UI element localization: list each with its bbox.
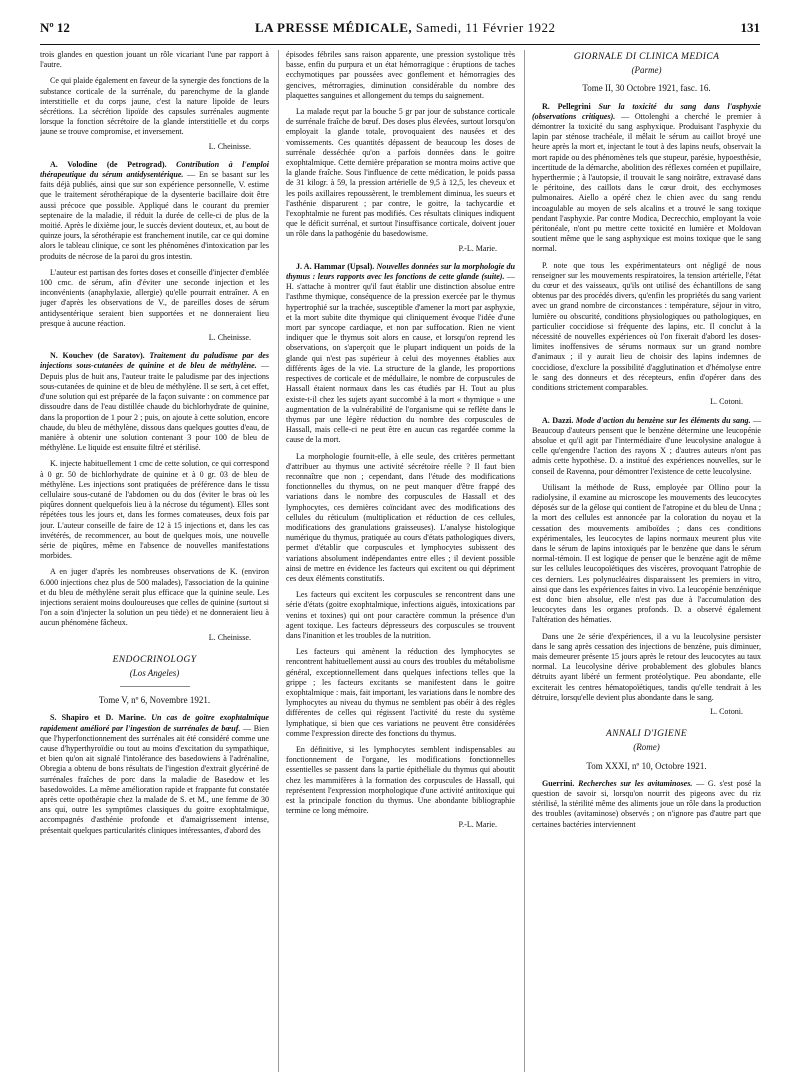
abstract-title: Contribution à l'emploi thérapeutique du sérum antidysentérique. <box>40 159 269 180</box>
journal-volume: Tome V, nº 6, Novembre 1921. <box>98 695 211 706</box>
abstract-text: — Depuis plus de huit ans, l'auteur traite le paludisme par des injections sous-cutanées de quinine et de bleu de méthylène. Il se sert, à cet effet, d'une solution qui est préparée de la façon suivante : on commence par dissoudre dans de l'eau distillée chaude du bichlorhydrate de quinine, dans la proportion de 1 pour 2 ; puis, on ajoute à cette solution, encore chaude, du bleu de méthylène, dissous dans quelques gouttes d'eau, de manière à obtenir une solution contenant 3 pour 100 de bleu de méthylène. Le liquide est ensuite filtré et stérilisé. <box>40 361 269 453</box>
signature: P.-L. Marie. <box>458 243 497 253</box>
page-number: 131 <box>740 20 760 35</box>
paragraph: La malade reçut par la bouche 5 gr par jour de substance corticale de surrénale fraîche de bœuf. Des doses plus élevées, surtout lorsqu'on employait la glande totale, provoquaient des nausées et des vomissements. Ces quantités dépassent de beaucoup les doses de surrénale desséchée qu'on a parfois données dans le goitre exophtalmique. Cette dernière préparation se montra moins active que la glande fraîche. Sous l'influence de cette médication, le poids passa de 31 kilogr. à 59, la pression artérielle de 9,5 à 12,5, les cheveux et les poils axillaires repoussèrent, le tremblement diminua, les sueurs et l'asthénie disparurent ; par contre, le goitre, la tachycardie et l'exophtalmie ne furent pas modifiés. Ces résultats cliniques indiquent que le déficit surrénal, et surtout l'insuffisance corticale, doivent jouer un rôle dans la pathogénie du basedowisme. <box>286 107 515 239</box>
paragraph: L'auteur est partisan des fortes doses et conseille d'injecter d'emblée 100 cmc. de sérum, afin d'éviter une seconde injection et les inconvénients (anaphylaxie, allergie) qu'elle pourrait entraîner. A en juger d'après les observations de V., de pareilles doses de sérum antidysentérique seraient bien supportées et ne donneraient lieu presque à aucune réaction. <box>40 267 269 328</box>
journal-heading: GIORNALE DI CLINICA MEDICA <box>573 52 720 62</box>
abstract-text: — Bien que l'hyperfonctionnement des surrénales ait été considéré comme une cause d'hyperthyroïdie ou tout au moins d'excitation du sympathique, et bien qu'on ait signalé l'intolérance des basedowiens à l'adrénaline, Obregia a obtenu de bons résultats de l'ingestion d'extrait glycériné de surrénales fraîches de porc dans la maladie de Basedow et les basedowoïdes. La même amélioration rapide et frappante fut constatée après cette opothérapie chez la malade de S. et M., une femme de 30 ans qui, outre les symptômes classiques du goitre exophtalmique, accompagnés d'asthénie profonde et d'amaigrissement intense, présentait quelques particularités cliniques intéressantes, d'abord des <box>40 723 269 835</box>
abstract-author: N. Kouchev (de Saratov). <box>50 351 145 361</box>
abstract-text: — Beaucoup d'auteurs pensent que le benzène détermine une leucopénie absolue et qu'il agit par l'intermédiaire d'une leucolysine analogue à celle qu'engendre l'action des rayons X ; d'autres auteurs n'ont pas admis cette hypothèse. D. a institué des expériences nouvelles, sur le conseil de Ravenna, pour démontrer l'existence de cette leucolysine. <box>532 415 761 476</box>
abstract-title: Recherches sur les avitaminoses. <box>578 778 693 788</box>
journal-place: (Los Angeles) <box>129 667 180 678</box>
column-divider <box>278 50 279 1072</box>
paragraph: Ce qui plaide également en faveur de la synergie des fonctions de la substance corticale de la surrénale, du parenchyme de la glande interstitielle et du corps jaune, c'est la nature lipoïde de leurs sécrétions. La sécrétion lipoïde des capsules surrénales augmente lorsque la fonction sécrétoire de la glande interstitielle et du corps jaune se trouve compromise, et inversement. <box>40 76 269 137</box>
abstract-title: Mode d'action du benzène sur les éléments du sang. <box>575 415 751 425</box>
signature: P.-L. Marie. <box>458 820 497 830</box>
abstract-intro <box>532 102 761 255</box>
abstract-author: A. Volodine (de Petrograd). <box>50 159 167 169</box>
signature: L. Cheinisse. <box>208 141 251 151</box>
abstract-title: Nouvelles données sur la morphologie du thymus : leurs rapports avec les fonctions de cette glande (suite). <box>286 261 515 282</box>
column-1 <box>40 50 269 1072</box>
journal-place: (Parme) <box>631 65 662 76</box>
column-3 <box>532 50 761 1072</box>
signature: L. Cheinisse. <box>208 333 251 343</box>
paragraph: Les facteurs qui amènent la réduction des lymphocytes se rencontrent habituellement aussi au cours des troubles du métabolisme général, exceptionnellement dans quelques infections telles que la grippe ; les facteurs excitants se manifestent dans le goitre exophtalmique : mais, fait important, les variations dans le nombre des lymphocytes au niveau du thymus ne semblent pas obéir à des règles différentes de celles qui régissent l'activité du reste du système lymphatique, si bien que ces variations ne peuvent être considérées comme l'expression directe des fonctions du thymus. <box>286 647 515 738</box>
paragraph: trois glandes en question jouant un rôle vicariant l'une par rapport à l'autre. <box>40 50 269 70</box>
abstract-text: — En se basant sur les faits déjà publiés, ainsi que sur son expérience personnelle, V. estime que le traitement sérothérapique de la dysenterie bacillaire doit être aussi précoce que possible. Appliqué dans le courant du premier septenaire de la maladie, il réduit la durée de celle-ci de plus de la moitié. Après le dixième jour, le succès devient douteux, et, au bout de quinze jours, la sérothérapie est franchement inutile, car ce qui domine alors le tableau clinique, ce sont les phénomènes d'intoxication par les produits de nécrose de la paroi du gros intestin. <box>40 170 269 261</box>
abstract-author: Guerrini. <box>542 778 575 788</box>
abstract-title: Un cas de goitre exophtalmique rapidement amélioré par l'ingestion de surrénales de bœuf. <box>40 713 269 733</box>
journal-heading: ENDOCRINOLOGY <box>112 654 197 665</box>
paragraph: La morphologie fournit-elle, à elle seule, des critères permettant d'attribuer au thymus une activité sécrétoire réelle ? Il faut bien reconnaître que non ; cependant, dans l'étude des modifications fonctionnelles du thymus, on ne peut manquer d'être frappé des variations dans le nombre des corpuscules de Hassall et des lymphocytes, ces dernières coïncidant avec des modifications des cellules du réticulum (multiplication et réduction de ces cellules, modifications des granulations graisseuses). L'analyse histologique numérique du thymus, pratiquée au cours d'états pathologiques divers, permet d'établir que corpuscules et lymphocytes subissent des variations absolument indépendantes entre elles ; il devient possible ainsi de mettre en évidence les facteurs qui excitent ou qui dépriment ces deux éléments constitutifs. <box>286 451 515 583</box>
journal-volume: Tom XXXI, nº 10, Octobre 1921. <box>586 760 707 771</box>
abstract-author: A. Dazzi. <box>542 415 574 425</box>
issue-date: Samedi, 11 Février 1922 <box>415 20 556 35</box>
journal-volume: Tome II, 30 Octobre 1921, fasc. 16. <box>582 83 711 94</box>
abstract-intro <box>40 351 269 453</box>
abstract-intro <box>40 713 269 835</box>
journal-name: LA PRESSE MÉDICALE, <box>254 20 413 35</box>
paragraph: K. injecte habituellement 1 cmc de cette solution, ce qui correspond à 0 gr. 50 de bichlorhydrate de quinine et à 0 gr. 03 de bleu de méthylène. Les injections sont pratiquées de préférence dans le tissu cellulaire sous-cutané de l'abdomen ou du dos (éviter le bras où les piqûres donnent quelquefois lieu à la nécrose du tégument). Elles sont répétées tous les jours et, dans les formes comateuses, deux fois par jour. L'auteur conseille de faire de 12 à 15 injections et, dans les cas invétérés, de recommencer, au bout de quelques mois, une nouvelle série de piqûres, même en l'absence de nouvelles manifestations morbides. <box>40 459 269 561</box>
signature: L. Cheinisse. <box>208 632 251 642</box>
header-rule <box>40 44 760 45</box>
column-2 <box>286 50 515 1072</box>
column-divider <box>524 50 525 1072</box>
short-rule <box>120 686 190 687</box>
abstract-text: — G. s'est posé la question de savoir si, lorsqu'on nourrit des pigeons avec du riz stérilisé, la stérilité même des aliments joue un rôle dans la production des troubles (avitaminose) observés ; on n'ignore pas d'autre part que certaines bactéries interviennent <box>532 778 761 829</box>
abstract-author: J. A. Hammar (Upsal). <box>296 261 375 271</box>
abstract-author: S. Shapiro et D. Marine. <box>50 713 146 723</box>
issue-number: Nº 12 <box>40 20 70 35</box>
paragraph: Utilisant la méthode de Russ, employée par Ollino pour la radiolysine, il examine au microscope les mouvements des leucocytes déposés sur de la gélose qui contient de l'atropine et du bleu de Unna ; la mort des cellules est annoncée par la coloration du noyau et la cessation des mouvements amiboïdes ; dans ces conditions expérimentales, les leucocytes de lapins normaux meurent plus vite dans le sérum de lapins intoxiqués par le benzène que dans le sérum normal-témoin. Il est logique de penser que le benzène agit de même sur les cellules leucopoïétiques des viscères, provoquant l'atrophie de ces derniers. Les polynucléaires disparaissent les premiers in vitro, ainsi que dans les expériences faites in vivo. La leucopénie benzénique est donc bien absolue, elle n'est pas due à l'accumulation des leucocytes dans les organes profonds. D. a observé également l'altération des hématies. <box>532 482 761 625</box>
abstract-intro <box>286 262 515 446</box>
abstract-text: — H. s'attache à montrer qu'il faut établir une distinction absolue entre l'asthme thymique, conséquence de la pression exercée par le thymus hypertrophié sur la trachée, susceptible d'amener la mort par asphyxie, et la mort subite dite thymique qui cliniquement évoque l'idée d'une mort par syncope cardiaque, et non par suffocation. Rien ne vient indiquer que le thymus soit alors en cause, et lorsqu'on reprend les observations, on s'aperçoit que le plupart indiquent un poids de la glande qui n'est pas supérieur à celui des moyennes établies aux différents âges de la vie. La structure de la glande, les proportions respectives de corticale et de médullaire, le nombre de corpuscules de Hassall étaient normaux dans les cas étudiés par H. Tout au plus existe-t-il chez les sujets ayant succombé à la mort « thymique » une augmentation de la vulnérabilité de l'organisme qui se reflète dans le thymus par une légère réduction du nombre des corpuscules de Hassall, mais celle-ci ne peut être en aucun cas regardée comme la cause de la mort. <box>286 272 515 445</box>
abstract-author: R. Pellegrini <box>542 101 591 111</box>
masthead <box>255 20 556 36</box>
page-header <box>40 20 760 42</box>
signature: L. Cotoni. <box>710 706 743 716</box>
journal-heading: ANNALI D'IGIENE <box>605 729 688 740</box>
abstract-intro <box>40 160 269 262</box>
paragraph: Dans une 2e série d'expériences, il a vu la leucolysine persister dans le sang après cessation des injections de benzène, puis diminuer, mais demeurer présente 15 jours après le retour des leucocytes au taux normal. La leucolysine dérive probablement des globules blancs détruits ayant libéré un ferment protéolytique. Peu abondante, elle exciterait les centres hématopoïétiques, tandis qu'elle tendrait à les détruire, lorsqu'elle devient plus abondante dans le sang. <box>532 631 761 702</box>
abstract-title: Sur la toxicité du sang dans l'asphyxie (observations critiques). <box>532 101 761 121</box>
paragraph: A en juger d'après les nombreuses observations de K. (environ 6.000 injections chez plus de 500 malades), l'association de la quinine et du bleu de méthylène serait plus efficace que la quinine seule. Les injections seraient moins douloureuses que celles de quinine (surtout si l'on a soin d'injecter la solution un peu tiède) et ne donneraient lieu à aucun phénomène fâcheux. <box>40 567 269 628</box>
abstract-text: — Ottolenghi a cherché le premier à démontrer la toxicité du sang asphyxique. Produisant l'asphyxie du lapin par sténose trachéale, il mêlait le sérum au caillot broyé une heure après la mort et, injectant le tout à des lapins neufs, observait la mort rapide ou des phénomènes tels que stupeur, parésie, hypoesthésie, incertitude de la démarche, abolition des réflexes cornéen et pupillaire, hyperthermie ; à l'autopsie, il trouvait le sang noirâtre, extravasé dans le péritoine, des caillots dans le cœur droit, des ecchymoses pulmonaires. Aiello a opéré chez le chien avec du sang rendu incoagulable au moyen de sels alcalins et a trouvé le sang toxique pendant l'asphyxie. Par contre Modica, Decrecchio, employant la voie péritonéale, n'ont pu mettre cette toxicité en lumière et Moldovan soutient même que le sang asphyxique est moins toxique que le sang normal. <box>532 111 761 254</box>
paragraph: épisodes fébriles sans raison apparente, une pression systolique très basse, enfin du purpura et un état hémorragique : éruptions de taches ecchymotiques par poussées avec gonflement et hémorragies des gencives, métrorragies, diminution considérable du nombre des plaquettes sanguines et allongement du temps du saignement. <box>286 50 515 100</box>
journal-place: (Rome) <box>633 742 660 753</box>
abstract-title: Traitement du paludisme par des injections sous-cutanées de quinine et de bleu de méthylène. <box>40 351 269 371</box>
abstract-intro <box>532 416 761 477</box>
paragraph: En définitive, si les lymphocytes semblent indispensables au fonctionnement de l'organe, les modifications fonctionnelles essentielles se passent dans la partie épithéliale du thymus qui aboutit chez les mammifères à la formation des corpuscules de Hassall, qui représentent l'expression morphologique d'une activité antitoxique qui est la principale fonction du thymus. Une abondante bibliographie termine ce long mémoire. <box>286 745 515 816</box>
paragraph: P. note que tous les expérimentateurs ont négligé de nous renseigner sur les mouvements respiratoires, la tension artérielle, l'état du cœur et des vaisseaux, qu'ils ont utilisé des échantillons de sang obtenus par des procédés divers, qu'enfin les propriétés du sang varient avec un grand nombre de circonstances : température, séjour in vitro, lumière ou obscurité, conditions physiologiques ou pathologiques, en particulier coccidiose si fréquente des lapins, etc. Il conclut à la nécessité de nouvelles expériences où l'on fixerait d'abord les doses-limites inoffensives de sérums normaux sur un grand nombre d'animaux ; il y aurait lieu de choisir des lapins indemnes de coccidiose, d'exclure la possibilité d'agglutination et d'hémolyse entre le sang des donneurs et des récepteurs, enfin d'opérer dans des conditions strictement comparables. <box>532 260 761 393</box>
signature: L. Cotoni. <box>710 397 743 407</box>
abstract-intro <box>532 779 761 830</box>
paragraph: Les facteurs qui excitent les corpuscules se rencontrent dans une série d'états (goitre exophtalmique, infections aiguës, intoxications par venins et toxines) qui ont pour caractère commun la présence d'un agent toxique. Les facteurs dépresseurs des corpuscules se trouvent dans l'inanition et les troubles de la nutrition. <box>286 590 515 640</box>
